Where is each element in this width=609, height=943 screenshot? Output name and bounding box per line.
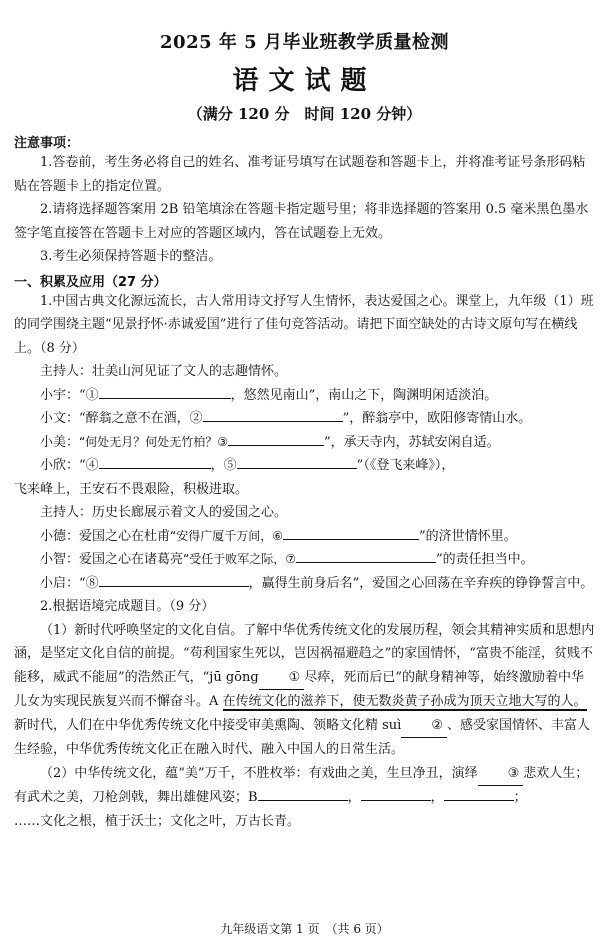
answer-line-xiaode	[14, 525, 595, 549]
notice-item-3: 3.考生必须保持答题卡的整洁。	[40, 249, 222, 264]
exam-header	[14, 28, 595, 124]
para-text: （2）中华传统文化，蕴“美”万千，不胜枚举：有戏曲之美，生旦净丑，演绎	[40, 765, 478, 781]
line-text: ”的济世情怀里。	[419, 528, 517, 544]
question-2-part-1	[14, 619, 595, 762]
line-text: ，赢得生前身后名”，爱国之心回荡在辛弃疾的铮铮誓言中。	[248, 575, 594, 591]
answer-blank-7[interactable]	[296, 548, 436, 563]
answer-blank-b3[interactable]	[444, 786, 514, 801]
line-text: 小欣：“④	[40, 458, 99, 473]
question-2-part-2-end: ……文化之根，植于沃土；文化之叶，万古长青。	[14, 813, 301, 829]
answer-line-xiaoyu	[14, 384, 595, 408]
word-blank-3[interactable]: ③	[478, 762, 524, 787]
score-time: （满分 120 分 时间 120 分钟）	[187, 105, 422, 123]
answer-blank-3[interactable]	[228, 431, 324, 446]
line-text: 小启：“⑧	[40, 575, 99, 591]
poem-quote: “安得广厦千万间，⑥	[170, 528, 283, 543]
host-line-1: 主持人：壮美山河见证了文人的志趣情怀。	[40, 364, 288, 379]
notice-item-2: 2.请将选择题答案用 2B 铅笔填涂在答题卡指定题号里；将非选择题的答案用 0.5 毫米黑色墨水签字笔直接答在答题卡上对应的答题区域内，答在试题卷上无效。	[14, 202, 589, 241]
para-text: 尽瘁，死而后已”的献身精神等，始终激励着中华儿女为实现民族复兴而不懈奋斗。A	[14, 669, 584, 709]
line-text: ，悠然见南山”，南山之下，陶渊明闲适淡泊。	[230, 387, 498, 403]
line-text: 小智：爱国之心在诸葛亮	[40, 552, 184, 567]
line-text: ”的责任担当中。	[436, 552, 534, 567]
question-2-part-2	[14, 762, 595, 810]
exam-page	[0, 28, 609, 943]
question-2-stem: 2.根据语境完成题目。（9 分）	[40, 599, 215, 614]
line-text: ”，承天寺内，苏轼安闲自适。	[324, 434, 500, 450]
para-text: 新时代，人们在中华优秀传统文化中接受审美熏陶、领略文化精 suì	[14, 717, 402, 733]
pinyin-blank-1[interactable]: ①	[259, 666, 305, 691]
pinyin-blank-2[interactable]: ②	[401, 714, 447, 739]
poem-quote: “何处无月？何处无竹柏？③	[79, 434, 228, 449]
answer-line-xiaoxin	[14, 454, 595, 478]
answer-line-xiaoqi	[14, 572, 595, 596]
para-text: 悲欢人生；有武术之美，刀枪剑戟，舞出雄健风姿；B	[14, 765, 589, 805]
line-text: 小德：爱国之心在杜甫	[40, 528, 171, 544]
answer-line-xiaozhi	[14, 548, 595, 572]
answer-line-xiaoxin-cont: 飞来峰上，王安石不畏艰险，积极进取。	[14, 481, 249, 497]
line-text: ”（《登飞来峰》），	[356, 458, 455, 473]
answer-line-xiaowen	[14, 407, 595, 431]
notice-heading: 注意事项：	[14, 136, 80, 151]
line-text: 小文：“醉翁之意不在酒，②	[40, 411, 203, 426]
answer-blank-5[interactable]	[237, 454, 357, 469]
page-footer: 九年级语文第 1 页 （共 6 页）	[220, 922, 389, 936]
line-text: 小美：	[40, 434, 80, 450]
answer-blank-b2[interactable]	[361, 786, 431, 801]
para-text: ；	[513, 790, 527, 805]
para-text: ，	[347, 790, 361, 805]
line-text: 小宇：“①	[40, 387, 99, 403]
underlined-sentence-a: 在传统文化的滋养下，使无数炎黄子孙成为顶天立地大写的人。	[222, 694, 587, 709]
subject-title: 语文试题	[232, 66, 377, 96]
notice-item-1: 1.答卷前，考生务必将自己的姓名、准考证号填写在试题卷和答题卡上，并将准考证号条形码粘贴在答题卡上的指定位置。	[14, 155, 586, 194]
host-line-2: 主持人：历史长廊展示着文人的爱国之心。	[40, 505, 288, 520]
poem-quote: “受任于败军之际，⑦	[183, 552, 296, 566]
answer-blank-6[interactable]	[283, 525, 419, 540]
para-text: ，	[430, 790, 444, 805]
line-text: ，⑤	[210, 458, 237, 473]
question-1-stem: 1.中国古典文化源远流长，古人常用诗文抒写人生情怀，表达爱国之心。课堂上，九年级（1）班的同学围绕主题“见景抒怀·赤诚爱国”进行了佳句竞答活动。请把下面空缺处的古诗文原句写在横线上。（8 分）	[14, 293, 594, 356]
section-heading: 一、积累及应用（27 分）	[14, 274, 167, 290]
para-text: 、感受家国情怀、丰富人生经验，中华优秀传统文化正在融入时代、融入中国人的日常生活。	[14, 717, 591, 757]
answer-blank-8[interactable]	[99, 572, 249, 587]
answer-blank-1[interactable]	[99, 384, 231, 399]
exam-title: 2025 年 5 月毕业班教学质量检测	[160, 32, 449, 53]
para-text: （1）新时代呼唤坚定的文化自信。了解中华优秀传统文化的发展历程，领会其精神实质和思想内涵，是坚定文化自信的前提。“苟利国家生死以，岂因祸福避趋之”的家国情怀，“富贵不能淫，贫贱不能移，威武不能屈”的浩然正气，“jū gōng	[14, 622, 595, 685]
answer-line-xiaomei	[14, 431, 595, 455]
answer-blank-b1[interactable]	[258, 786, 348, 801]
answer-blank-4[interactable]	[99, 454, 211, 469]
line-text: ”，醉翁亭中，欧阳修寄情山水。	[342, 411, 532, 426]
answer-blank-2[interactable]	[203, 407, 343, 422]
